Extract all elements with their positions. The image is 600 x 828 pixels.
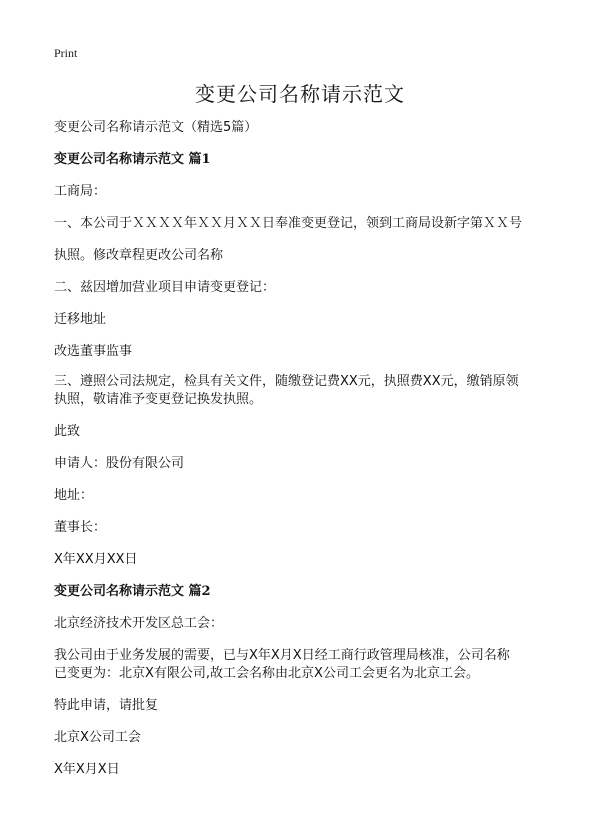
section1-closing: 此致 (54, 424, 81, 439)
section1-paragraph1-line2: 执照。修改章程更改公司名称 (54, 248, 224, 263)
intro-text: 变更公司名称请示范文（精选5篇） (54, 120, 258, 135)
section2-heading: 变更公司名称请示范文 篇2 (54, 584, 211, 599)
section1-item-move-address: 迁移地址 (54, 312, 107, 327)
section2-date: X年X月X日 (54, 762, 120, 777)
section1-chairman: 董事长： (54, 520, 107, 535)
page-title: 变更公司名称请示范文 (195, 82, 405, 106)
section1-paragraph3-line2: 执照，敬请准予变更登记换发执照。 (54, 392, 263, 407)
section2-paragraph1-line1: 我公司由于业务发展的需要，已与X年X月X日经工商行政管理局核准，公司名称 (54, 648, 510, 663)
print-link[interactable]: Print (54, 46, 78, 60)
section1-salutation: 工商局： (54, 184, 107, 199)
section2-salutation: 北京经济技术开发区总工会： (54, 616, 224, 631)
section2-request: 特此申请，请批复 (54, 698, 159, 713)
section1-paragraph2: 二、兹因增加营业项目申请变更登记： (54, 280, 276, 295)
section1-address: 地址： (54, 488, 94, 503)
section2-signature: 北京X公司工会 (54, 730, 141, 745)
section1-heading: 变更公司名称请示范文 篇1 (54, 152, 211, 167)
section1-applicant: 申请人：股份有限公司 (54, 456, 185, 471)
section2-paragraph1-line2: 已变更为：北京X有限公司,故工会名称由北京X公司工会更名为北京工会。 (54, 666, 479, 681)
section1-paragraph1-line1: 一、本公司于ＸＸＸＸ年ＸＸ月ＸＸ日奉准变更登记，领到工商局设新字第ＸＸ号 (54, 216, 523, 231)
section1-item-reelect-directors: 改选董事监事 (54, 344, 133, 359)
section1-date: X年XX月XX日 (54, 552, 138, 567)
section1-paragraph3-line1: 三、遵照公司法规定，检具有关文件，随缴登记费XX元，执照费XX元，缴销原领 (54, 374, 519, 389)
